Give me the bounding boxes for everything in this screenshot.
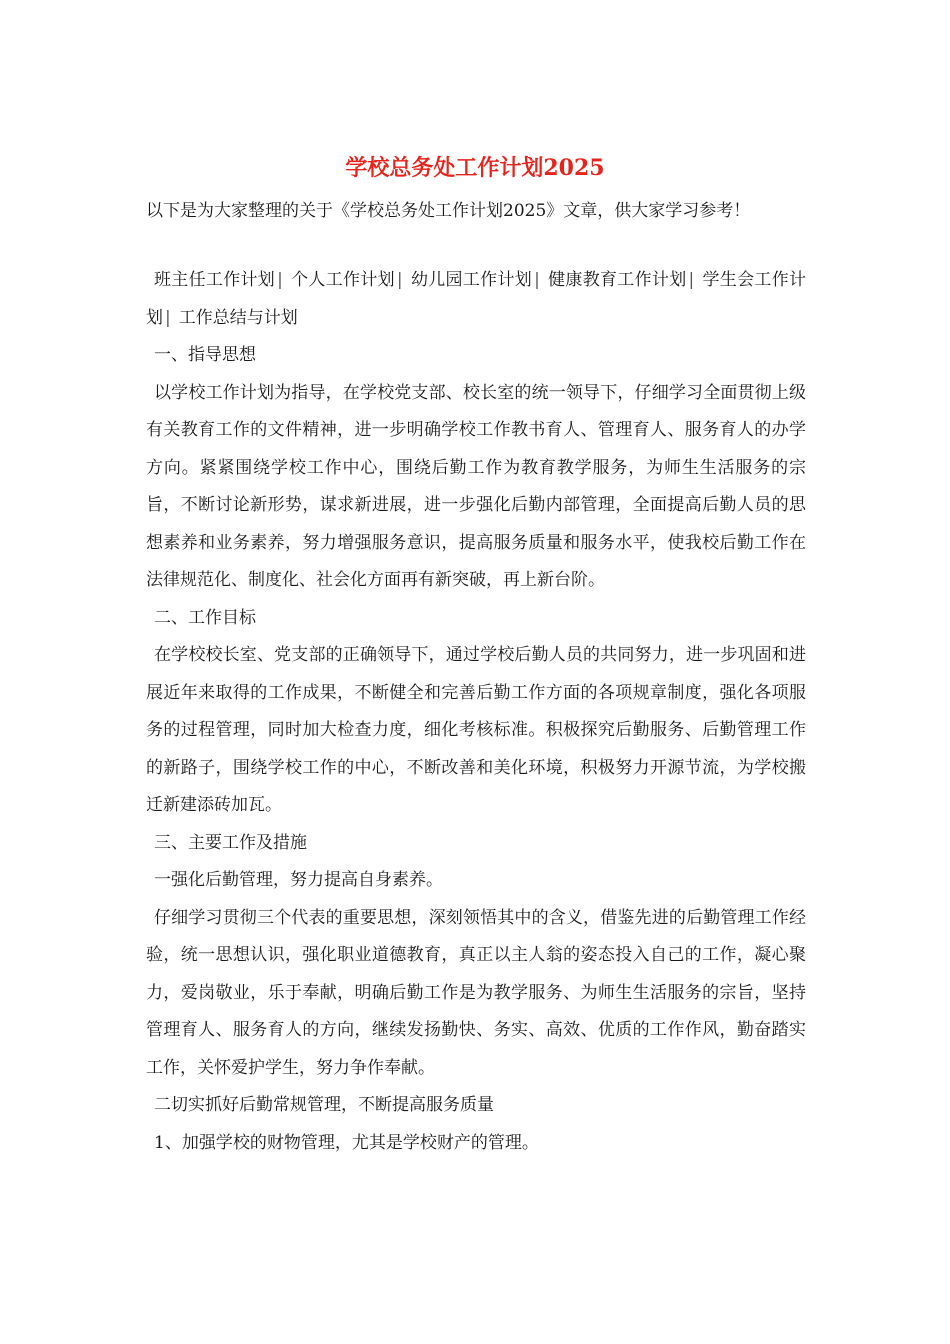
link-personal-plan[interactable]: 个人工作计划: [290, 270, 395, 290]
link-separator: |: [534, 270, 540, 290]
subsection-heading: 二切实抓好后勤常规管理，不断提高服务质量: [154, 1095, 494, 1115]
document-title: 学校总务处工作计划2025: [345, 155, 605, 181]
link-student-union-plan[interactable]: 学生会工作计划: [146, 270, 807, 328]
link-separator: |: [165, 307, 171, 328]
document-intro: 以下是为大家整理的关于《学校总务处工作计划2025》文章，供大家学习参考！: [146, 201, 751, 221]
link-health-education-plan[interactable]: 健康教育工作计划: [547, 270, 687, 290]
paragraph: 在学校校长室、党支部的正确领导下，通过学校后勤人员的共同努力，进一步巩固和进展近年来取得的工作成果，不断健全和完善后勤工作方面的各项规章制度，强化各项服务的过程管理，同时加大检查力度，细化考核标准。积极探究后勤服务、后勤管理工作的新路子，围绕学校工作的中心，不断改善和美化环境，积极努力开源节流，为学校搬迁新建添砖加瓦。: [146, 645, 806, 815]
section-heading: 一、指导思想: [154, 345, 256, 365]
paragraph: 仔细学习贯彻三个代表的重要思想，深刻领悟其中的含义，借鉴先进的后勤管理工作经验，统一思想认识，强化职业道德教育，真正以主人翁的姿态投入自己的工作，凝心聚力，爱岗敬业，乐于奉献，明确后勤工作是为教学服务、为师生生活服务的宗旨，坚持管理育人、服务育人的方向，继续发扬勤快、务实、高效、优质的工作作风，勤奋踏实工作，关怀爱护学生，努力争作奉献。: [146, 907, 806, 1078]
list-item: 1、加强学校的财物管理，尤其是学校财产的管理。: [154, 1132, 539, 1153]
paragraph: 以学校工作计划为指导，在学校党支部、校长室的统一领导下，仔细学习全面贯彻上级有关教育工作的文件精神，进一步明确学校工作教书育人、管理育人、服务育人的办学方向。紧紧围绕学校工作中心，围绕后勤工作为教育教学服务，为师生生活服务的宗旨，不断讨论新形势，谋求新进展，进一步强化后勤内部管理，全面提高后勤人员的思想素养和业务素养，努力增强服务意识，提高服务质量和服务水平，使我校后勤工作在法律规范化、制度化、社会化方面再有新突破，再上新台阶。: [146, 382, 806, 590]
link-kindergarten-plan[interactable]: 幼儿园工作计划: [410, 270, 533, 290]
link-separator: |: [277, 270, 283, 290]
link-class-teacher-plan[interactable]: 班主任工作计划: [154, 270, 276, 290]
link-separator: |: [688, 270, 695, 290]
subsection-heading: 一强化后勤管理，努力提高自身素养。: [154, 870, 443, 890]
section-heading: 三、主要工作及措施: [154, 832, 307, 853]
related-links: [146, 262, 806, 337]
link-work-summary-plan[interactable]: 工作总结与计划: [178, 307, 298, 328]
link-separator: |: [396, 270, 403, 290]
document-body: [146, 262, 806, 1162]
section-heading: 二、工作目标: [154, 607, 256, 628]
